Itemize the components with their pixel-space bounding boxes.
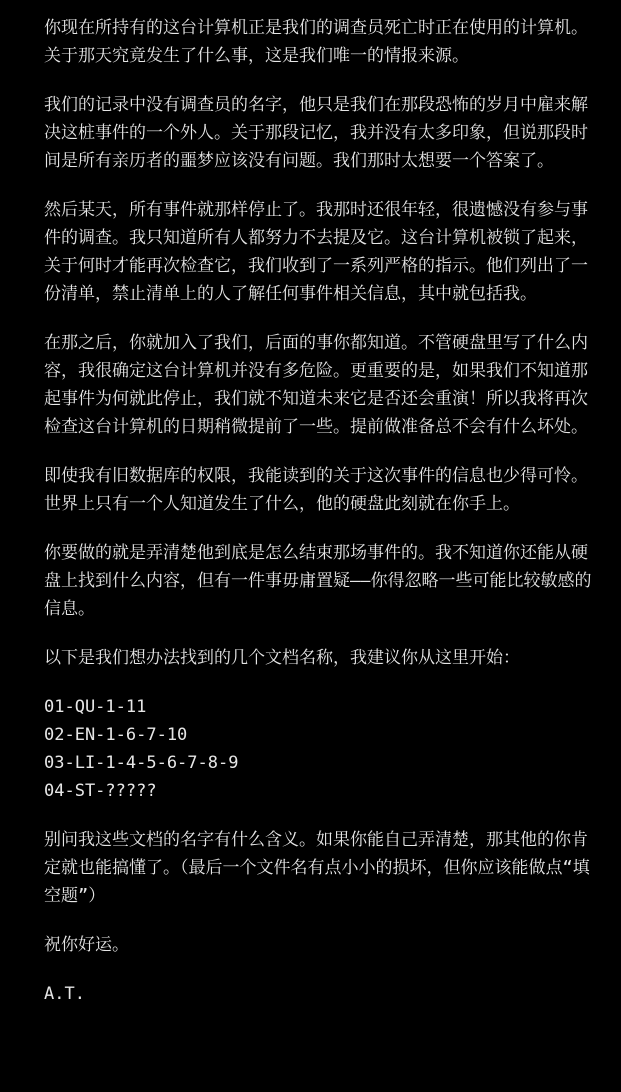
good-luck-text: 祝你好运。 (44, 935, 129, 955)
file-name-item: 04-ST-????? (44, 781, 157, 801)
file-name-list (44, 693, 601, 805)
intro-paragraph-1: 你现在所持有的这台计算机正是我们的调查员死亡时正在使用的计算机。关于那天究竟发生了什么事，这是我们唯一的情报来源。 (44, 18, 588, 66)
intro-paragraph-6: 你要做的就是弄清楚他到底是怎么结束那场事件的。我不知道你还能从硬盘上找到什么内容，但有一件事毋庸置疑——你得忽略一些可能比较敏感的信息。 (44, 543, 592, 619)
file-name-item: 01-QU-1-11 (44, 697, 147, 717)
file-name-note: 别问我这些文档的名字有什么含义。如果你能自己弄清楚，那其他的你肯定就也能搞懂了。（最后一个文件名有点小小的损坏，但你应该能做点“填空题”） (44, 830, 590, 906)
intro-paragraph-2: 我们的记录中没有调查员的名字，他只是我们在那段恐怖的岁月中雇来解决这桩事件的一个外人。关于那段记忆，我并没有太多印象，但说那段时间是所有亲历者的噩梦应该没有问题。我们那时太想要一个答案了。 (44, 95, 588, 171)
signature: A.T. (44, 984, 85, 1004)
intro-paragraph-4: 在那之后，你就加入了我们，后面的事你都知道。不管硬盘里写了什么内容，我很确定这台计算机并没有多危险。更重要的是，如果我们不知道那起事件为何就此停止，我们就不知道未来它是否还会重演！所以我将再次检查这台计算机的日期稍微提前了一些。提前做准备总不会有什么坏处。 (44, 333, 588, 437)
intro-paragraph-5: 即使我有旧数据库的权限，我能读到的关于这次事件的信息也少得可怜。世界上只有一个人知道发生了什么，他的硬盘此刻就在你手上。 (44, 466, 588, 514)
intro-paragraph-3: 然后某天，所有事件就那样停止了。我那时还很年轻，很遗憾没有参与事件的调查。我只知道所有人都努力不去提及它。这台计算机被锁了起来，关于何时才能再次检查它，我们收到了一系列严格的指示。他们列出了一份清单，禁止清单上的人了解任何事件相关信息，其中就包括我。 (44, 200, 588, 304)
file-name-item: 03-LI-1-4-5-6-7-8-9 (44, 753, 239, 773)
file-list-intro: 以下是我们想办法找到的几个文档名称，我建议你从这里开始： (44, 648, 520, 668)
file-name-item: 02-EN-1-6-7-10 (44, 725, 188, 745)
